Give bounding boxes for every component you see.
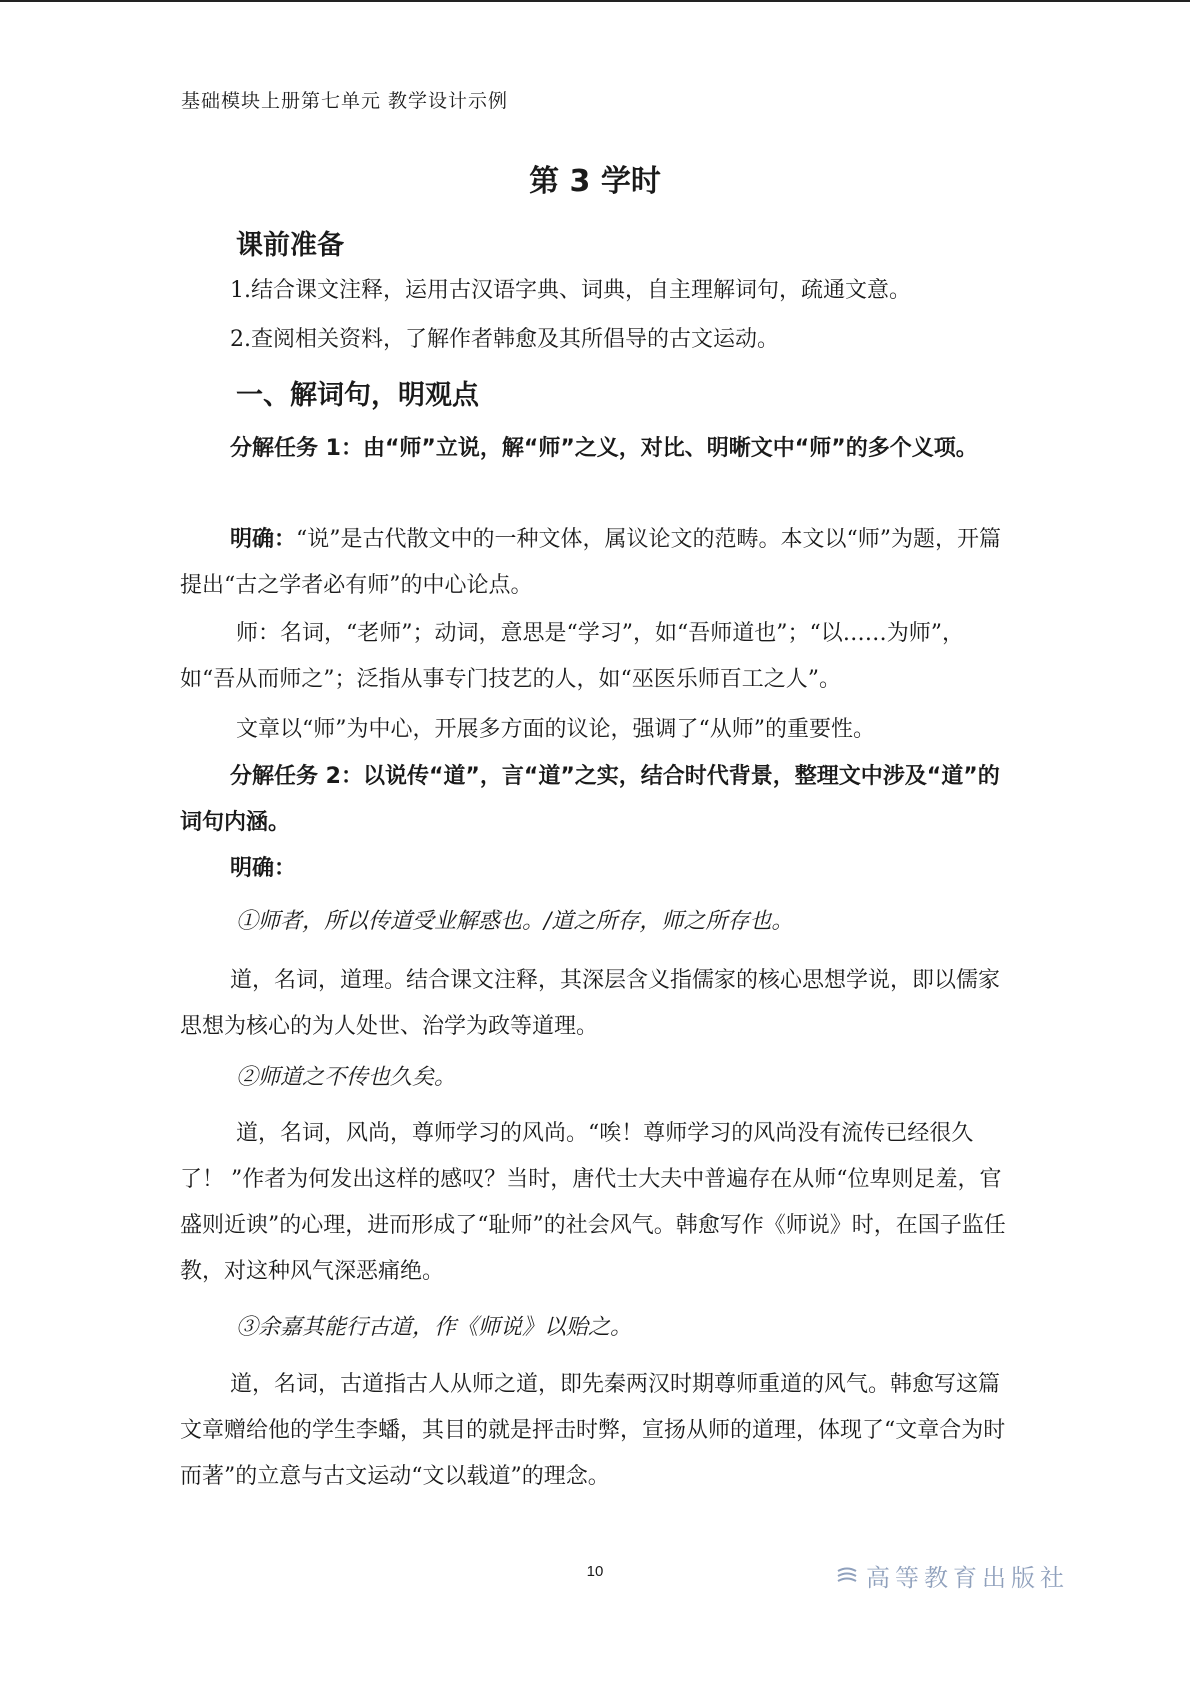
prep-item-2: 2.查阅相关资料，了解作者韩愈及其所倡导的古文运动。 [230,327,779,352]
task2: 分解任务 2：以说传“道”，言“道”之实，结合时代背景，整理文中涉及“道”的词句内涵。 [180,764,1000,835]
quote-1: ①师者，所以传道受业解惑也。/道之所存，师之所存也。 [236,909,794,934]
shi-meanings: 师：名词，“老师”；动词，意思是“学习”，如“吾师道也”；“以……为师”，如“吾从而师之”；泛指从事专门技艺的人，如“巫医乐师百工之人”。 [180,621,964,692]
task1: 分解任务 1：由“师”立说，解“师”之义，对比、明晰文中“师”的多个义项。 [230,436,978,461]
prep-heading: 课前准备 [236,230,344,261]
quote-3: ③余嘉其能行古道，作《师说》以贻之。 [236,1315,633,1340]
running-header: 基础模块上册第七单元 教学设计示例 [181,90,509,112]
answer1 [180,517,1010,609]
top-rule [0,0,1190,2]
quote-2: ②师道之不传也久矣。 [236,1065,457,1090]
explain-3: 道，名词，古道指古人从师之道，即先秦两汉时期尊师重道的风气。韩愈写这篇文章赠给他的学生李蟠，其目的就是抨击时弊，宣扬从师的道理，体现了“文章合为时而著”的立意与古文运动“文以载道”的理念。 [180,1372,1006,1489]
publisher-logo-icon [836,1565,858,1587]
publisher-mark [836,1558,1069,1593]
answer1-text: “说”是古代散文中的一种文体，属议论文的范畴。本文以“师”为题，开篇提出“古之学者必有师”的中心论点。 [180,527,1002,598]
publisher-name: 高等教育出版社 [866,1564,1069,1592]
answer2-label: 明确： [230,856,297,881]
shi-summary: 文章以“师”为中心，开展多方面的议论，强调了“从师”的重要性。 [236,717,875,742]
page-title: 第 3 学时 [529,164,661,199]
explain-1: 道，名词，道理。结合课文注释，其深层含义指儒家的核心思想学说，即以儒家思想为核心的为人处世、治学为政等道理。 [180,968,1001,1039]
page-number: 10 [586,1563,604,1580]
answer1-label: 明确： [230,527,297,552]
section1-heading: 一、解词句，明观点 [236,380,479,411]
explain-2: 道，名词，风尚，尊师学习的风尚。“唉！尊师学习的风尚没有流传已经很久了！ ”作者为何发出这样的感叹？当时，唐代士大夫中普遍存在从师“位卑则足羞，官盛则近谀”的心理，进而形成了“耻师”的社会风气。韩愈写作《师说》时，在国子监任教，对这种风气深恶痛绝。 [180,1121,1006,1284]
prep-item-1: 1.结合课文注释，运用古汉语字典、词典，自主理解词句，疏通文意。 [230,278,911,303]
